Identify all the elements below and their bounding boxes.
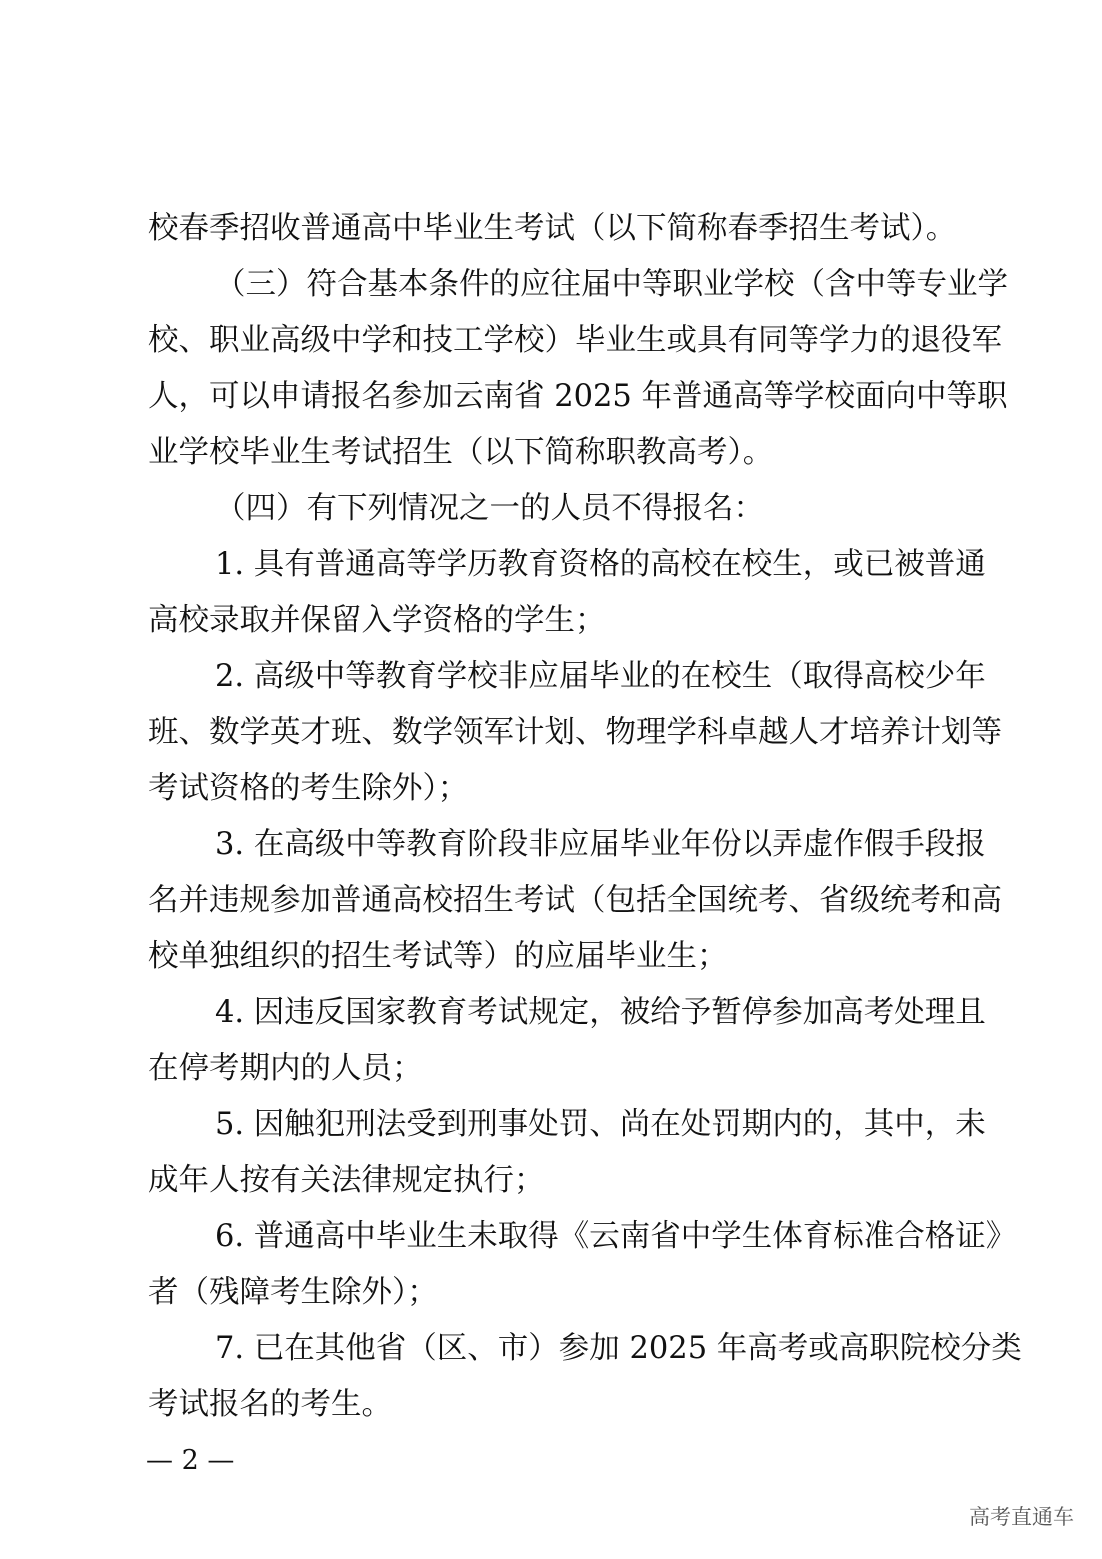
text-line: 5. 因触犯刑法受到刑事处罚、尚在处罚期内的，其中，未 (215, 1107, 986, 1142)
page-number: — 2 — (146, 1445, 235, 1476)
text-line: 2. 高级中等教育学校非应届毕业的在校生（取得高校少年 (215, 659, 986, 694)
text-line: 业学校毕业生考试招生（以下简称职教高考）。 (148, 435, 774, 470)
text-line: 校春季招收普通高中毕业生考试（以下简称春季招生考试）。 (148, 211, 957, 246)
text-line: 7. 已在其他省（区、市）参加 2025 年高考或高职院校分类 (215, 1331, 1022, 1366)
text-line: 考试资格的考生除外）； (148, 771, 469, 806)
text-line: 校、职业高级中学和技工学校）毕业生或具有同等学力的退役军 (148, 323, 1002, 358)
text-line: 者（残障考生除外）； (148, 1275, 438, 1310)
watermark: 高考直通车 (969, 1505, 1074, 1529)
text-line: 在停考期内的人员； (148, 1051, 423, 1086)
text-line: 3. 在高级中等教育阶段非应届毕业年份以弄虚作假手段报 (215, 827, 986, 862)
text-line: 6. 普通高中毕业生未取得《云南省中学生体育标准合格证》 (215, 1219, 1017, 1254)
text-line: 4. 因违反国家教育考试规定，被给予暂停参加高考处理且 (215, 995, 986, 1030)
text-line: （三）符合基本条件的应往届中等职业学校（含中等专业学 (215, 267, 1008, 302)
text-line: 高校录取并保留入学资格的学生； (148, 603, 606, 638)
text-line: （四）有下列情况之一的人员不得报名： (215, 491, 764, 526)
text-line: 1. 具有普通高等学历教育资格的高校在校生，或已被普通 (215, 547, 986, 582)
text-line: 考试报名的考生。 (148, 1387, 392, 1422)
text-line: 校单独组织的招生考试等）的应届毕业生； (148, 939, 728, 974)
text-line: 班、数学英才班、数学领军计划、物理学科卓越人才培养计划等 (148, 715, 1002, 750)
text-line: 人，可以申请报名参加云南省 2025 年普通高等学校面向中等职 (148, 379, 1008, 414)
text-line: 成年人按有关法律规定执行； (148, 1163, 545, 1198)
text-line: 名并违规参加普通高校招生考试（包括全国统考、省级统考和高 (148, 883, 1002, 918)
